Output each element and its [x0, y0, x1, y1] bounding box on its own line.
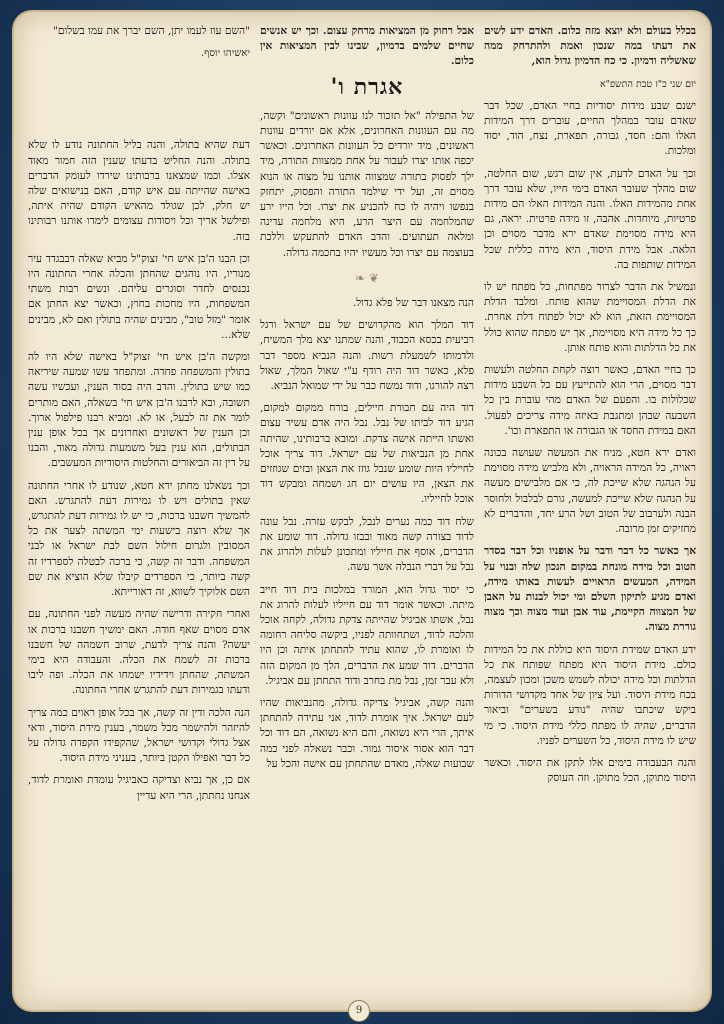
paragraph: ואחרי חקירה ודרישה שהיה מעשה לפני החתונה, עם אדם מסוים שאף חודה. האם ימשיך חשבנו ברכות או יעשה? והנה צריך לדעת, שרוב חשמהה של חשבנו ברכות זה לשמח את הכלה. והעבודה היא בימי המשתה, שהחתן וידידיו ישמחו את הכלה. ופה ליבו ודעתו בגמירות דעת להתגרש אחרי החתונה. — [28, 608, 250, 697]
paragraph: וכן הבנו ה'בן איש חי' זצוק"ל מביא שאלה דבבגדד עיר מנוריו, היו נוהגים שהחתן והכלה אחרי החתונה היו נכנסים לחדר וסוגרים עליהם. ונשים רבות משתי המשפחות, היו מחכות בחוץ, וכאשר יצא החתן אם אומר "מזל טוב", מבינים שהיה בתולין ואם לא, מבינים שלא... — [28, 252, 250, 341]
bold-paragraph: אך כאשר כל דבר ודבר על אופניו וכל דבר בסדר הטוב וכל מידה מונחת במקום הנכון שלה ובנוי על המידה, המעשים הראויים לעשות באותו מידה, ואדם מגיע לתיקון השלם ומי יכול לבנות על האבן של המצווה הקיימת, עוד אבן ועוד מצוה וכך מצוה גוררת מצוה. — [484, 545, 696, 634]
paragraph: ואדם ירא חטא, מניח את המעשה שעושה בכונה ראויה, כל המידה הראויה, ולא מלביש מידה מסוימת על הנהגה שלא שייכת לה, כי אם מלבישים מעשה על הנהגה שלא שייכת למעשה, גורם לבלבול ולחוסר הבנה ולערבוב של הטוב ושל הרע יחד, והדברים לא מחזיקים זמן מרובה. — [484, 447, 696, 536]
signature: יאשיהו יוסף. — [200, 48, 250, 60]
paragraph: וכך נשאלנו מחתן ירא חטא, שנודע לו אחרי החתונה שאין בתולים ויש לו גמירות דעת להתגרש. האם להמשיך חשבנו ברכות, כי יש לו גמירות דעת להתגרש, אך שלא רוצה בישעות ימי המשתה לצער את כל המסובין ולגרום חילול השם לבת ישראל או לבני המשפחה. ודבר זה קשה, כי ברכה לבטלה לספרדיו זה קשה ביותר, כי הספרדים קיבלו שלא הוציא את שם השם אלוקיך לשווא, זה דאורייתא. — [28, 479, 250, 599]
paragraph: ידע האדם שמידת היסוד היא כוללת את כל המידות כולם. מידת היסוד היא מפתח שפותח את כל הדלתות וכל מידה יכולה לשמש משכן ומכון לעצמה, בכח מידת היסוד. ועל ציון של אחד מקדושי הדורות ביקש שיכתבו שהיה "נודע בשערים" וביאור הדברים, שהיה לו מפתח כללי מידת היסוד. כי מי שיש לו מידת היסוד, כל השערים לפניו. — [484, 643, 696, 747]
page-number: 9 — [348, 1000, 370, 1022]
paragraph: של התפילה "אל תזכור לנו עוונות ראשונים" וקשה, מה עם העוונות האחרונים, אלא אם יורדים עוונות ראשונים, מיד יורדים כל העוונות האחרונים. וכאשר יכפה אותו יצרו לעבור על אחת ממצוות התורה, מיד ילך לפסוק בתורה שמצווה אותנו על מצוה או הנוא מסוים זה, ועל ידי שילמד התורה והפסוק, יתחזק בנפשו ויהיה לו כח להכניע את יצרו. וכל הייו ירע שהמלחמה עם היצר הרע, היא מלחמה עדינה ומלאה תעתועים. והדב האדם להתעקש וללכת בעוצמה עם יצרו וכל מעשיו יהיו בחכמה גדולה. — [260, 109, 474, 259]
middle-intro: אבל רחוק מן המציאות מרחק עצום. וכך יש אנשים שחיים שלמים בדמיון, שבינו לבין המציאות אין כלום. — [260, 25, 474, 68]
paragraph: דוד היה עם חבורת חיילים, בורח ממקום למקום, הגיע דוד לביתו של נבל. נבל היה אדם עשיר עצום ואשתו הייתה אישה צדקת. ומובא ברבותינו, שהיתה אחת מן הנביאות של עם ישראל. דוד צריך אוכל לחייליו היות שומע שנבל גוזז את הצאן ובזים שגוזזים את הצאן, היו עושים יום חג ושמחה ומבקש דוד אוכל לחייליו. — [260, 402, 474, 506]
paragraph: דוד המלך הוא מהקדושים של עם ישראל ורגל רביעית בכסא הכבוד, והנה שמתנו יצא מלך המשיח, ולדמותו לשמעלת רשות. והנה הנביא מספר דבר פלא, כאשר דוד היה רודף ע"י שאול המלך, שאול רצה להורגו, ודוד נמשח כבר על ידי שמואל הנביא. — [260, 319, 474, 393]
paragraph: הנה הלכה ודין זה קשה, אך בכל אופן ראוים כמה צריך להיזהר ולהישמר מכל משמר, בענין מידת היסוד, ודאי אצל גדולי וקדושי ישראל, שהקפידו הקפדה גדולה על כל דבר ואפילו הקטן ביותר, בעניני מידת היסוד. — [28, 706, 250, 765]
paragraph: והנה קשה, אביגיל צדיקה גדולה, מהנביאות שהיו לעם ישראל. איך אומרת לדוד, אני עתידה להתחתן איתך, הרי היא נשואה, והם היא נשואה, הם דוד וכל דבר הוא אסור איסור גמור. וכבר נשאלה לפני כמה שבועות שאלה, מאדם שהתחתן עם אישה והכל על — [260, 696, 474, 770]
paragraph: והנה הבעבודה בימים אלו לתקן את היסוד. וכאשר היסוד מתוקן, הכל מתוקן. וזה העוסק — [484, 756, 696, 785]
right-intro: בכלל בעולם ולא יוצא מזה כלום. האדם ידע לשים את דעתו במה שנכון ואמת ולהתרחק ממה שאשליה ודמיון. כי כח הדמיון גדול הוא, — [484, 25, 696, 68]
closing-quote: "השם עוז לעמו יתן, השם יברך את עמו בשלום" — [53, 25, 250, 37]
paragraph: דעת שהיא בתולה, והנה בליל החתונה נודע לו שלא בתולה. והנה החליט בדעתו שענין הזה חמור מאוד אצלו. וכמו שמצאנו ברבותינו שירדו לעומק הדברים באישה שהייתה עם איש קודם, האם בנישואים שלה יש חלק, לכן שגולד מהאיש הקודם שהיה איתה, ופילשל אריך וכל ויסודות עצומים לימדו אותנו רבותינו בזה. — [28, 139, 250, 243]
letter-title: אגרת ו' — [330, 73, 404, 100]
left-column — [28, 24, 250, 984]
paragraph: ישנם שבע מידות יסודיות בחיי האדם, שכל דבר שאדם עובר במהלך החיים, עוברים דרך המידות האלו והם: חסד, גבורה, תפארת, נצח, הוד, יסוד ומלכות. — [484, 99, 696, 158]
ornament-divider: ❦ ❧ — [355, 270, 379, 285]
paragraph: אם כן, אך נביא וצדיקה כאביגיל עומדת ואומרת לדוד, אנחנו נחתתן, הרי היא עדיין — [28, 774, 250, 802]
paragraph: הנה מצאנו דבר של פלא גדול. — [352, 297, 474, 310]
paragraph: כך בחיי האדם, כאשר רוצה לקחת החלטה ולעשות דבר מסוים, הרי הוא להתייעץ עם כל השבע מידות שכלולות בו. והפעם של האדם מהי עוברת בין כל השבעה שבהן ומתגבת באיזה מידה צריכים לפעול. האם במידת החסד או הגבורה או התפארת וכו'. — [484, 364, 696, 437]
paragraph: שלח דוד כמה נערים לנבל, לבקש עזרה. נבל עונה לדוד בצורה קשה מאוד ובבזו גדולה. דוד שומע את הדברים, אוסף את חייליו ומתכונן לעלות ולהרוג את נבל על דברי הנבלה אשר עשה. — [260, 515, 474, 574]
date-line: יום שני כ"ז טבת התשפ"א — [599, 78, 696, 90]
paragraph: כי יסוד גדול הוא, המורד במלכות בית דוד חייב מיתה. וכאשר אומר דוד עם חייליו לעלות להרוג את נבל, אשתו אביגיל שהייתה צדקת גדולה, לקחה אוכל והלכה לדוד, ושתחוותה לפניו, ביקשה סליחה רחומה לו ואומרת לו, שהוא עתיד להתחתן איתה וכן היו הדברים. דוד שמע את הדברים, הלך מן המקום הזה ולא עבר זמן, נבל מת בחרב ודוד התחתן עם אביגיל. — [260, 583, 474, 687]
middle-column — [260, 24, 474, 984]
paragraph: וכך על האדם לדעת, אין שום רגש, שום החלטה, שום מהלך שעובר האדם בימי חייו, שלא עובר דרך אחת מהמידות האלו. והנה המידות האלו הם מידות פרטיות, מיוחדות. אהבה, זו מידה פרטית. יראה, גם היא מידה מסוימת שאדם ירא מדבר מסוים וכן הלאה. אבל מידת היסוד, היא מידה כללית שכל המידות שותפות בה. — [484, 167, 696, 271]
paragraph: ונמשיל את הדבר לצרור מפתחות, כל מפתח יש לו את הדלת המסויימת שהוא פותח. ומלבד הדלת המסויימת הזאת, הוא לא יכול לפתוח דלת אחרת. כך כל מידה היא מסויימת, אך יש מפתח שהוא כולל את כל הדלתות והוא פותח אותן. — [484, 281, 696, 354]
document-page — [14, 12, 710, 1010]
paragraph: ומקשה ה'בן איש חי' זצוק"ל באישה שלא היו לה בתולין והמשפחה פחדה. ומתפחד עשו שמעה שיריאה כמו שיש בתולין. והדב היה בסוד הענין, ועכשיו עשה תשובה, ובא לרבנו ה'בן איש חי' בשאלה, האם מותרים לומר את זה לבעל, או לא. ומביא רבנו פילפול ארוך. וכן הענין של ראשונים ואחרונים אך בכל אופן ענין הבתולים, הוא ענין בעל משמעות גדולה מאוד, והבנו על דין זה הביאורים והחלטות היסודיות המעשבים. — [28, 351, 250, 470]
spacer — [28, 68, 250, 138]
right-column — [484, 24, 696, 984]
